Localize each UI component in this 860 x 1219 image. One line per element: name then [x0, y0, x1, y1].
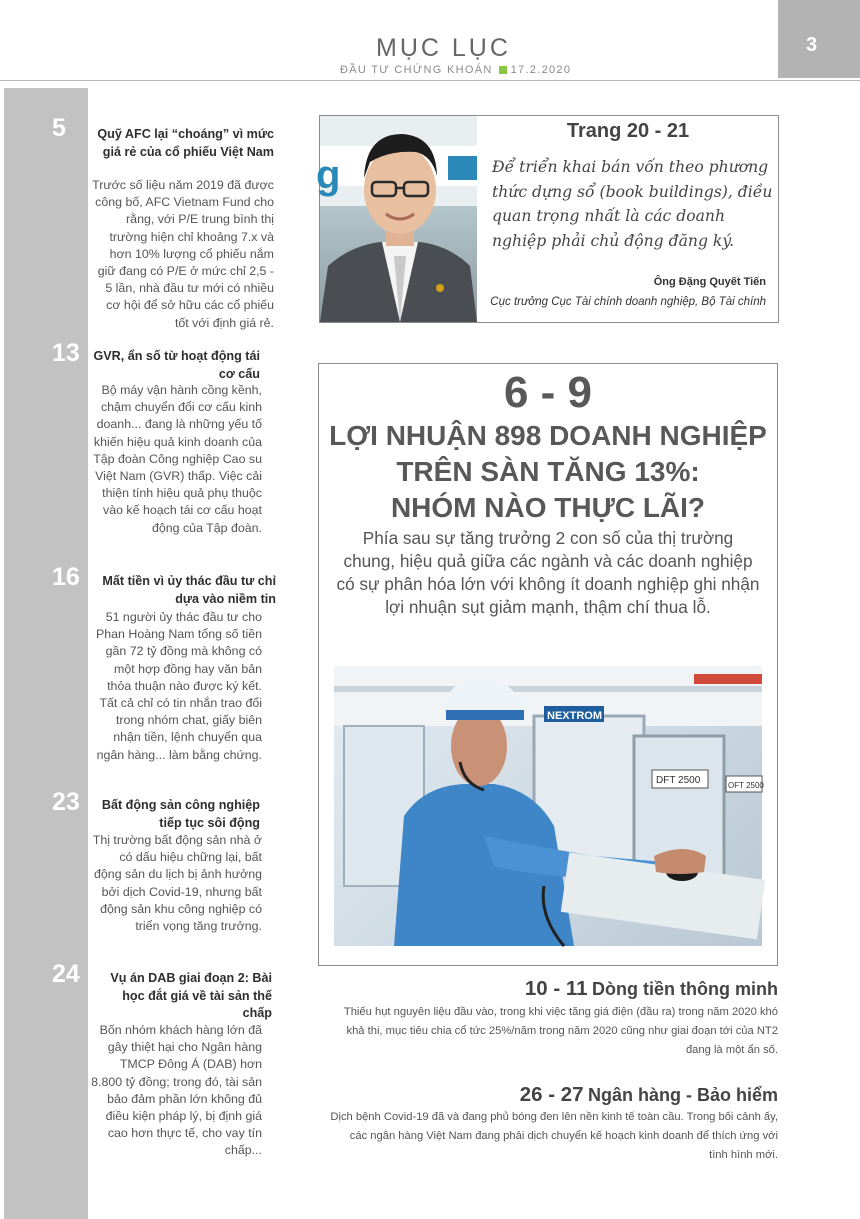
page-number: 3: [806, 34, 818, 56]
feature-description: Phía sau sự tăng trưởng 2 con số của thị trường chung, hiệu quả giữa các ngành và các doanh nghiệp có sự phân hóa lớn với không ít doanh nghiệp ghi nhận lợi nhuận sụt giảm mạnh, thậm chí thua lỗ.: [336, 528, 760, 617]
toc-title[interactable]: GVR, ẩn số từ hoạt động tái cơ cấu: [93, 349, 260, 381]
feature-title[interactable]: [318, 418, 778, 526]
toc-title[interactable]: Bất động sản công nghiệp tiếp tục sôi động: [101, 798, 260, 830]
feature-page-range[interactable]: 6 - 9: [503, 368, 593, 417]
factory-worker-illustration: [334, 666, 762, 946]
article-description: Dịch bệnh Covid-19 đã và đang phủ bóng đen lên nền kinh tế toàn cầu. Trong bối cảnh ấy, các ngân hàng Việt Nam đang phải dịch chuyển kế hoạch kinh doanh để thích ứng với tình hình mới.: [330, 1111, 778, 1161]
sidebar-strip: [4, 88, 88, 1219]
toc-description: Bộ máy vận hành cồng kềnh, chậm chuyển đổi cơ cấu kinh doanh... đang là những yếu tố khiến hiệu quả kinh doanh của Tập đoàn Công nghiệp Cao su Việt Nam (GVR) thấp. Việc cải thiện tính hiệu quả phụ thuộc vào kế hoạch tái cơ cấu hoạt động của Tập đoàn.: [93, 383, 262, 535]
toc-page-number: 5: [52, 114, 66, 142]
article-page-range: 26 - 27: [519, 1083, 584, 1106]
issue-date: 17.2.2020: [510, 64, 572, 76]
toc-description: 51 người ủy thác đầu tư cho Phan Hoàng Nam tổng số tiền gần 72 tỷ đồng mà không có một hợp đồng hay văn bản thỏa thuận nào được ký kết. Tất cả chỉ có tin nhắn trao đổi trong nhóm chat, giấy biên nhận tiền, lệnh chuyển qua ngân hàng... làm bằng chứng.: [95, 610, 262, 762]
feature-title-line: NHÓM NÀO THỰC LÃI?: [390, 492, 706, 523]
article-page-range: 10 - 11: [524, 977, 588, 1000]
magazine-name: ĐẦU TƯ CHỨNG KHOÁN: [340, 64, 493, 76]
toc-description: Bốn nhóm khách hàng lớn đã gây thiệt hại cho Ngân hàng TMCP Đông Á (DAB) hơn 8.800 tỷ đồng; trong đó, tài sản bảo đảm phần lớn không đủ điều kiện pháp lý, bị định giá cao hơn thực tế, cho vay tín chấp...: [91, 1023, 262, 1158]
machine-model-label: DFT 2500: [656, 775, 701, 786]
article-description: Thiếu hụt nguyên liệu đầu vào, trong khi việc tăng giá điện (đầu ra) trong năm 2020 khó khả thi, mục tiêu chia cổ tức 25%/năm trong năm 2020 cũng như giai đoạn tới của NT2 đang là một ẩn số.: [343, 1006, 778, 1056]
machine-brand-label: NEXTROM: [547, 710, 602, 722]
magazine-subtitle: [340, 64, 571, 76]
toc-description: Thị trường bất động sản nhà ở có dấu hiệu chững lại, bất động sản du lịch bị ảnh hưởng bởi dịch Covid-19, nhưng bất động sản khu công nghiệp có triển vọng tăng trưởng.: [92, 833, 262, 934]
toc-description: Trước số liệu năm 2019 đã được công bố, AFC Vietnam Fund cho rằng, với P/E trung bình thị trường hiện chỉ khoảng 7.x và hơn 10% lượng cổ phiếu nắm giữ đang có P/E ở mức chỉ 2,5 - 5 lần, nhà đầu tư mới có nhiều cơ hội để sở hữu các cổ phiếu tốt với định giá rẻ.: [92, 178, 274, 330]
article-title: Ngân hàng - Bảo hiểm: [587, 1085, 778, 1105]
green-square-icon: [499, 66, 507, 74]
toc-page-number: 24: [52, 960, 80, 988]
feature-title-line: LỢI NHUẬN 898 DOANH NGHIỆP: [329, 420, 767, 451]
toc-title[interactable]: Mất tiền vì ủy thác đầu tư chỉ dựa vào niềm tin: [102, 574, 276, 606]
article-heading[interactable]: [330, 977, 778, 1001]
backdrop-letter: g: [316, 153, 341, 197]
quote-page-range[interactable]: Trang 20 - 21: [566, 120, 690, 142]
quote-speaker-name: Ông Đặng Quyết Tiến: [653, 276, 766, 288]
speaker-photo: [316, 116, 477, 322]
toc-title[interactable]: Vụ án DAB giai đoạn 2: Bài học đắt giá về tài sản thế chấp: [110, 971, 272, 1020]
speaker-illustration: [316, 116, 477, 322]
toc-title[interactable]: Quỹ AFC lại “choáng” vì mức giá rẻ của cổ phiếu Việt Nam: [97, 127, 274, 159]
toc-page-number: 16: [52, 563, 80, 591]
feature-photo: [334, 666, 762, 946]
feature-title-line: TRÊN SÀN TĂNG 13%:: [396, 456, 700, 487]
machine-model-label-2: OFT 2500: [728, 781, 764, 790]
quote-text: Để triển khai bán vốn theo phương thức dựng sổ (book buildings), điều quan trọng nhất là các doanh nghiệp phải chủ động đăng ký.: [492, 158, 773, 250]
toc-page-number: 23: [52, 788, 80, 816]
quote-speaker-role: Cục trưởng Cục Tài chính doanh nghiệp, Bộ Tài chính: [490, 296, 766, 308]
page-title: MỤC LỤC: [376, 34, 511, 62]
article-title: Dòng tiền thông minh: [592, 979, 778, 999]
toc-page-number: 13: [52, 339, 80, 367]
article-heading[interactable]: [330, 1083, 778, 1107]
header-divider: [0, 80, 860, 81]
page-number-box: [778, 0, 860, 78]
